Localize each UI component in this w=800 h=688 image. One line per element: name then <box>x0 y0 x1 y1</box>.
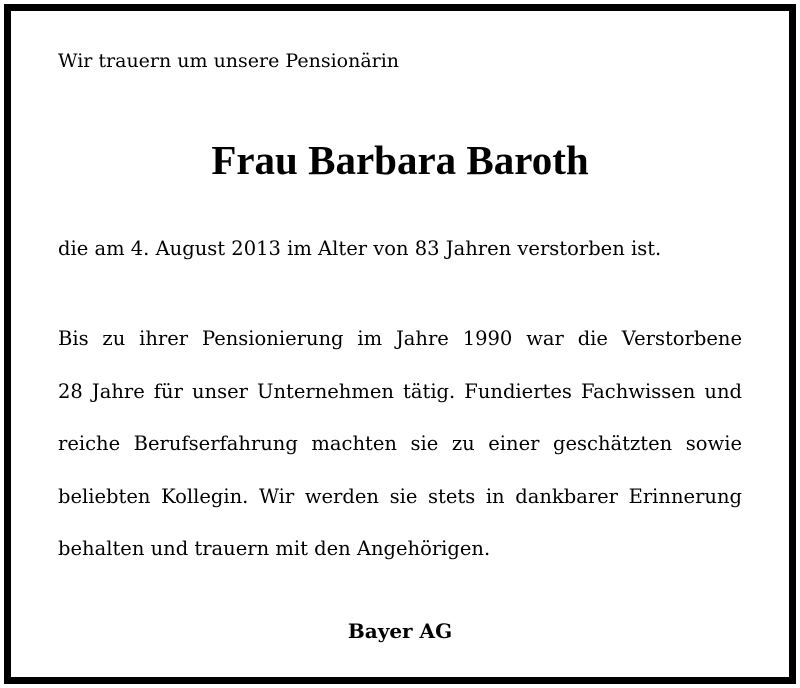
tribute-line: behalten und trauern mit den Angehörigen. <box>58 537 491 560</box>
tribute-paragraph <box>58 313 742 576</box>
tribute-line: reiche Berufserfahrung machten sie zu einer geschätzten sowie <box>58 432 742 455</box>
tribute-line: 28 Jahre für unser Unternehmen tätig. Fundiertes Fachwissen und <box>58 379 742 403</box>
signature: Bayer AG <box>347 619 453 643</box>
death-date-line: die am 4. August 2013 im Alter von 83 Jahren verstorben ist. <box>58 237 662 260</box>
obituary-notice <box>4 4 796 684</box>
tribute-line: Bis zu ihrer Pensionierung im Jahre 1990 war die Verstorbene <box>58 327 742 350</box>
tribute-line: beliebten Kollegin. Wir werden sie stets in dankbarer Erinnerung <box>58 484 742 508</box>
deceased-name: Frau Barbara Baroth <box>211 137 589 183</box>
intro-line: Wir trauern um unsere Pensionärin <box>58 50 400 72</box>
